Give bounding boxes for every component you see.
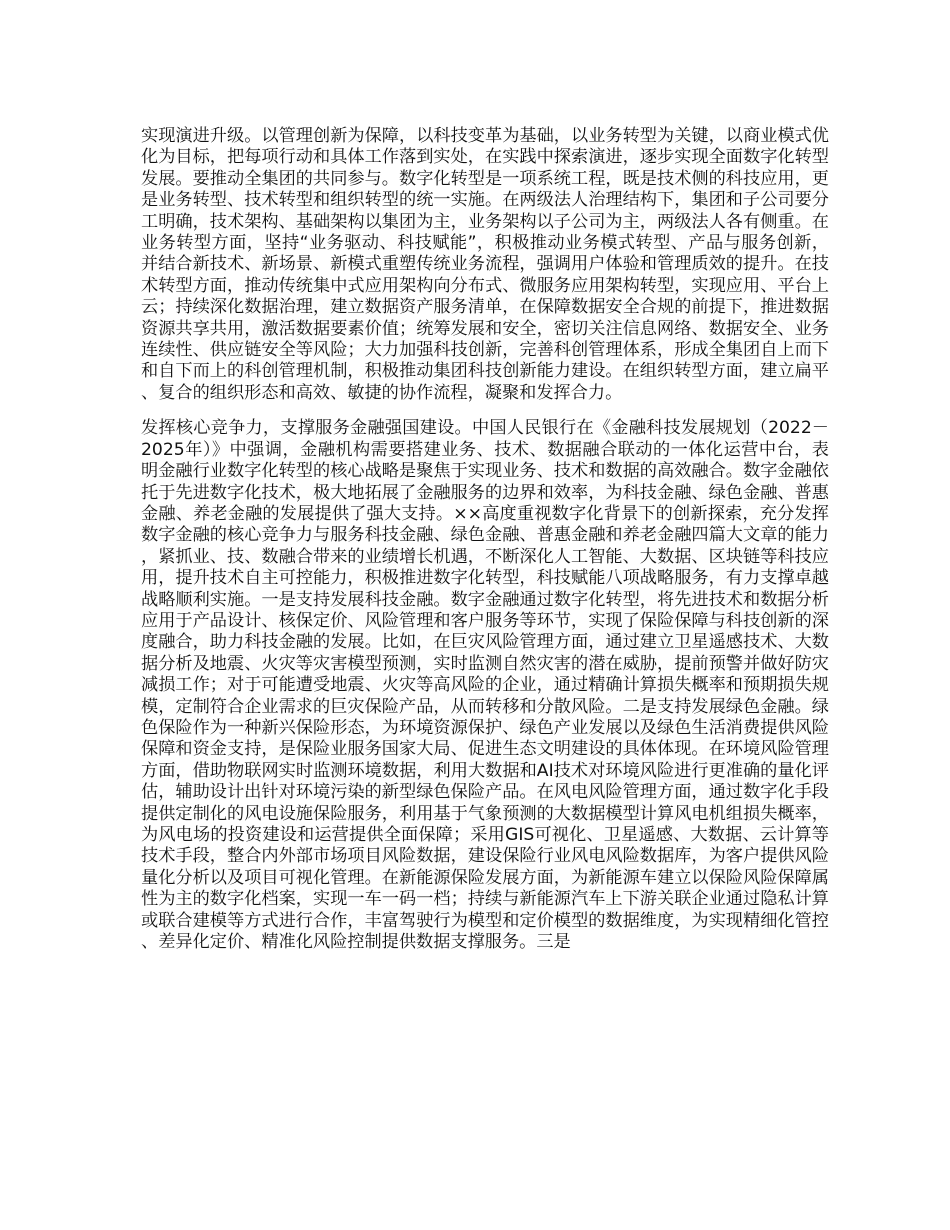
body-paragraph: 发挥核心竞争力，支撑服务金融强国建设。中国人民银行在《金融科技发展规划（2022－2025年）》中强调，金融机构需要搭建业务、技术、数据融合联动的一体化运营中台，表明金融行业数字化转型的核心战略是聚焦于实现业务、技术和数据的高效融合。数字金融依托于先进数字化技术，极大地拓展了金融服务的边界和效率，为科技金融、绿色金融、普惠金融、养老金融的发展提供了强大支持。××高度重视数字化背景下的创新探索，充分发挥数字金融的核心竞争力与服务科技金融、绿色金融、普惠金融和养老金融四篇大文章的能力，紧抓业、技、数融合带来的业绩增长机遇，不断深化人工智能、大数据、区块链等科技应用，提升技术自主可控能力，积极推进数字化转型，科技赋能八项战略服务，有力支撑卓越战略顺利实施。一是支持发展科技金融。数字金融通过数字化转型，将先进技术和数据分析应用于产品设计、核保定价、风险管理和客户服务等环节，实现了保险保障与科技创新的深度融合，助力科技金融的发展。比如，在巨灾风险管理方面，通过建立卫星遥感技术、大数据分析及地震、火灾等灾害模型预测，实时监测自然灾害的潜在威胁，提前预警并做好防灾减损工作；对于可能遭受地震、火灾等高风险的企业，通过精确计算损失概率和预期损失规模，定制符合企业需求的巨灾保险产品，从而转移和分散风险。二是支持发展绿色金融。绿色保险作为一种新兴保险形态，为环境资源保护、绿色产业发展以及绿色生活消费提供风险保障和资金支持，是保险业服务国家大局、促进生态文明建设的具体体现。在环境风险管理方面，借助物联网实时监测环境数据，利用大数据和AI技术对环境风险进行更准确的量化评估，辅助设计出针对环境污染的新型绿色保险产品。在风电风险管理方面，通过数字化手段提供定制化的风电设施保险服务，利用基于气象预测的大数据模型计算风电机组损失概率，为风电场的投资建设和运营提供全面保障；采用GIS可视化、卫星遥感、大数据、云计算等技术手段，整合内外部市场项目风险数据，建设保险行业风电风险数据库，为客户提供风险量化分析以及项目可视化管理。在新能源保险发展方面，为新能源车建立以保险风险保障属性为主的数字化档案，实现一车一码一档；持续与新能源汽车上下游关联企业通过隐私计算或联合建模等方式进行合作，丰富驾驶行为模型和定价模型的数据维度，为实现精细化管控、差异化定价、精准化风险控制提供数据支撑服务。三是 xyxy=(141,418,829,953)
body-paragraph: 实现演进升级。以管理创新为保障，以科技变革为基础，以业务转型为关键，以商业模式优化为目标，把每项行动和具体工作落到实处，在实践中探索演进，逐步实现全面数字化转型发展。要推动全集团的共同参与。数字化转型是一项系统工程，既是技术侧的科技应用，更是业务转型、技术转型和组织转型的统一实施。在两级法人治理结构下，集团和子公司要分工明确，技术架构、基础架构以集团为主，业务架构以子公司为主，两级法人各有侧重。在业务转型方面，坚持“业务驱动、科技赋能”，积极推动业务模式转型、产品与服务创新，并结合新技术、新场景、新模式重塑传统业务流程，强调用户体验和管理质效的提升。在技术转型方面，推动传统集中式应用架构向分布式、微服务应用架构转型，实现应用、平台上云；持续深化数据治理，建立数据资产服务清单，在保障数据安全合规的前提下，推进数据资源共享共用，激活数据要素价值；统筹发展和安全，密切关注信息网络、数据安全、业务连续性、供应链安全等风险；大力加强科技创新，完善科创管理体系，形成全集团自上而下和自下而上的科创管理机制，积极推动集团科技创新能力建设。在组织转型方面，建立扁平、复合的组织形态和高效、敏捷的协作流程，凝聚和发挥合力。 xyxy=(141,126,829,403)
document-body xyxy=(141,126,829,953)
